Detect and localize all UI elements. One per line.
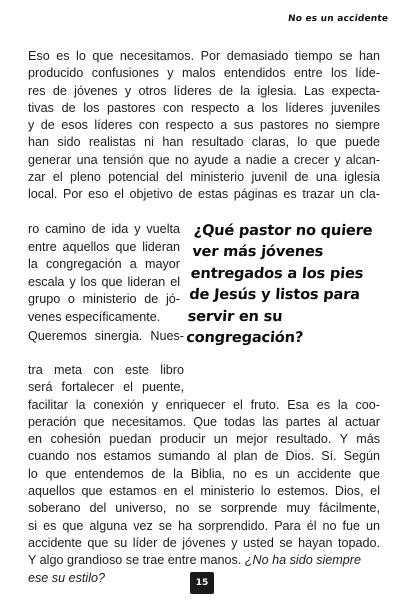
text-line: ro camino de ida y vuelta [28, 222, 180, 236]
text-line: escala y los que lideran el [28, 274, 180, 289]
text-line: soberano del universo, no se sorprende muy fácilmente, [28, 501, 380, 516]
text-line: accidente que su líder de jóvenes y usted se hayan topado. [28, 535, 380, 550]
text-line [28, 552, 380, 569]
paragraph-2 [28, 362, 380, 587]
pull-quote-line: ¿Qué pastor no quiere [193, 222, 373, 239]
pull-quote-line: ver más jóvenes [191, 243, 324, 261]
text-line: en cohesión puedan producir un mejor resultado. Y más [28, 432, 380, 447]
text-line: han sido realistas ni han resultado claras, lo que puede [28, 135, 380, 150]
paragraph-2-start [28, 328, 184, 346]
text-line: facilitar la conexión y enriquecer el fruto. Esa es la coo- [28, 397, 380, 412]
pull-quote-line: entregados a los pies [190, 264, 364, 282]
text-line: tivas de los pastores con respecto a los líderes juveniles [28, 100, 380, 115]
pull-quote-line: servir en su [187, 307, 283, 325]
pull-quote-line: de Jesús y listos para [188, 286, 361, 304]
paragraph-1-continuation [28, 221, 180, 326]
text-line: y de esos líderes con respecto a sus pastores no siempre [28, 118, 380, 133]
text-line: ese su estilo? [28, 570, 106, 585]
text-line: Queremos sinergia. Nues- [28, 329, 184, 343]
text-line: Eso es lo que necesitamos. Por demasiado tiempo se han [28, 49, 380, 63]
text-line: peración que necesitamos. Que todas las partes al actuar [28, 414, 380, 429]
text-line: cuando nos estamos sumando al plan de Dios. Sí. Según [28, 449, 380, 464]
text-line: producido confusiones y malos entendidos entre los líde- [28, 66, 380, 81]
pull-quote-line: congregación? [185, 328, 304, 346]
text-line: aquellos que estamos en el ministerio lo estemos. Dios, el [28, 484, 380, 499]
text-line: grupo o ministerio de jó- [28, 292, 180, 306]
text-segment: Y algo grandioso se trae entre manos. [28, 553, 242, 568]
text-line: será fortalecer el puente, [28, 380, 184, 395]
running-head: No es un accidente [287, 14, 389, 24]
text-line: zar el pleno potencial del ministerio juvenil de una iglesia [28, 170, 380, 185]
pull-quote [186, 220, 395, 348]
page-number-badge [190, 572, 214, 594]
text-line: tra meta con este libro [28, 363, 184, 377]
text-line: la congregación a mayor [28, 257, 180, 271]
text-line: si es que alguna vez se ha sorprendido. Para él no fue un [28, 518, 380, 533]
text-line: lo que entendemos de la Biblia, no es un accidente que [28, 466, 380, 481]
text-line: res de jóvenes y otros líderes de la iglesia. Las expecta- [28, 83, 380, 98]
text-line: venes específicamente. [28, 309, 161, 324]
text-line: generar una tensión que no ayude a nadie a crecer y alcan- [28, 152, 380, 167]
page-number: 15 [195, 578, 209, 588]
text-line: local. Por eso el objetivo de estas páginas es trazar un cla- [28, 187, 380, 202]
paragraph-1 [28, 48, 380, 204]
text-line: entre aquellos que lideran [28, 239, 180, 254]
italic-text: ¿No ha sido siempre [241, 553, 361, 568]
